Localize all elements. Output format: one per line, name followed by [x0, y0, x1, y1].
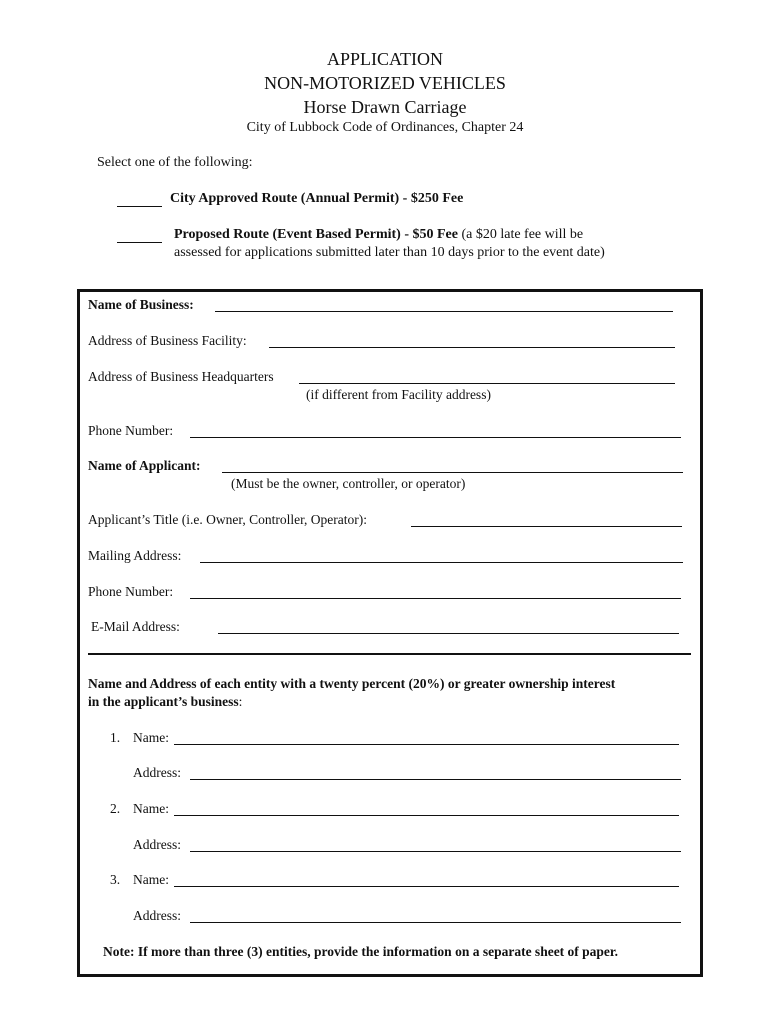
entity-2-address-field[interactable] — [190, 837, 681, 852]
option1-checkbox-line[interactable] — [117, 192, 162, 207]
applicant-title-label: Applicant’s Title (i.e. Owner, Controller, Operator): — [88, 512, 367, 527]
entity-1-name-field[interactable] — [174, 730, 679, 745]
email-field[interactable] — [218, 619, 679, 634]
entity-3-address-field[interactable] — [190, 908, 681, 923]
entity-3-name-field[interactable] — [174, 872, 679, 887]
title-application: APPLICATION — [326, 49, 443, 69]
option1-label: City Approved Route (Annual Permit) - $250 Fee — [170, 191, 464, 206]
email-label: E-Mail Address: — [91, 619, 180, 634]
entity-3-name-label: Name: — [133, 872, 169, 887]
entity-3-address-label: Address: — [133, 908, 181, 923]
entity-2-number: 2. — [110, 801, 121, 816]
section-divider — [88, 653, 691, 655]
ownership-heading-line2-text: in the applicant’s business — [88, 694, 239, 709]
select-prompt: Select one of the following: — [97, 155, 253, 170]
applicant-name-note: (Must be the owner, controller, or operator) — [231, 476, 466, 491]
separate-sheet-note: Note: If more than three (3) entities, provide the information on a separate sheet of paper. — [103, 944, 619, 959]
hq-address-label: Address of Business Headquarters — [88, 369, 274, 384]
entity-1-name-label: Name: — [133, 730, 169, 745]
phone-number-2-label: Phone Number: — [88, 584, 174, 599]
facility-address-field[interactable] — [269, 333, 675, 348]
entity-1-address-label: Address: — [133, 765, 181, 780]
ownership-heading-line1: Name and Address of each entity with a twenty percent (20%) or greater ownership interest — [88, 676, 616, 691]
title-non-motorized: NON-MOTORIZED VEHICLES — [264, 73, 506, 93]
phone-number-label: Phone Number: — [88, 423, 174, 438]
entity-2-name-field[interactable] — [174, 801, 679, 816]
option2-label-bold: Proposed Route (Event Based Permit) - $50 Fee — [174, 227, 458, 242]
ownership-heading-line2 — [88, 694, 242, 710]
entity-3-number: 3. — [110, 872, 121, 887]
hq-address-field[interactable] — [299, 369, 675, 384]
entity-1-address-field[interactable] — [190, 765, 681, 780]
subtitle-ordinance: City of Lubbock Code of Ordinances, Chapter 24 — [246, 120, 524, 135]
entity-2-name-label: Name: — [133, 801, 169, 816]
facility-address-label: Address of Business Facility: — [88, 333, 247, 348]
option2-checkbox-line[interactable] — [117, 228, 162, 243]
mailing-address-label: Mailing Address: — [88, 548, 182, 563]
business-name-field[interactable] — [215, 297, 673, 312]
option2-label-rest: (a $20 late fee will be — [457, 227, 584, 242]
phone-number-2-field[interactable] — [190, 584, 681, 599]
phone-number-field[interactable] — [190, 423, 681, 438]
option2-label-line2: assessed for applications submitted later than 10 days prior to the event date) — [174, 245, 605, 260]
hq-address-note: (if different from Facility address) — [306, 387, 491, 402]
option2-label — [174, 227, 583, 243]
applicant-title-field[interactable] — [411, 512, 682, 527]
applicant-name-label: Name of Applicant: — [88, 458, 201, 473]
title-horse-drawn: Horse Drawn Carriage — [303, 97, 467, 117]
entity-1-number: 1. — [110, 730, 121, 745]
business-name-label: Name of Business: — [88, 297, 194, 312]
applicant-name-field[interactable] — [222, 458, 683, 473]
entity-2-address-label: Address: — [133, 837, 181, 852]
mailing-address-field[interactable] — [200, 548, 683, 563]
ownership-heading-colon: : — [238, 694, 243, 709]
